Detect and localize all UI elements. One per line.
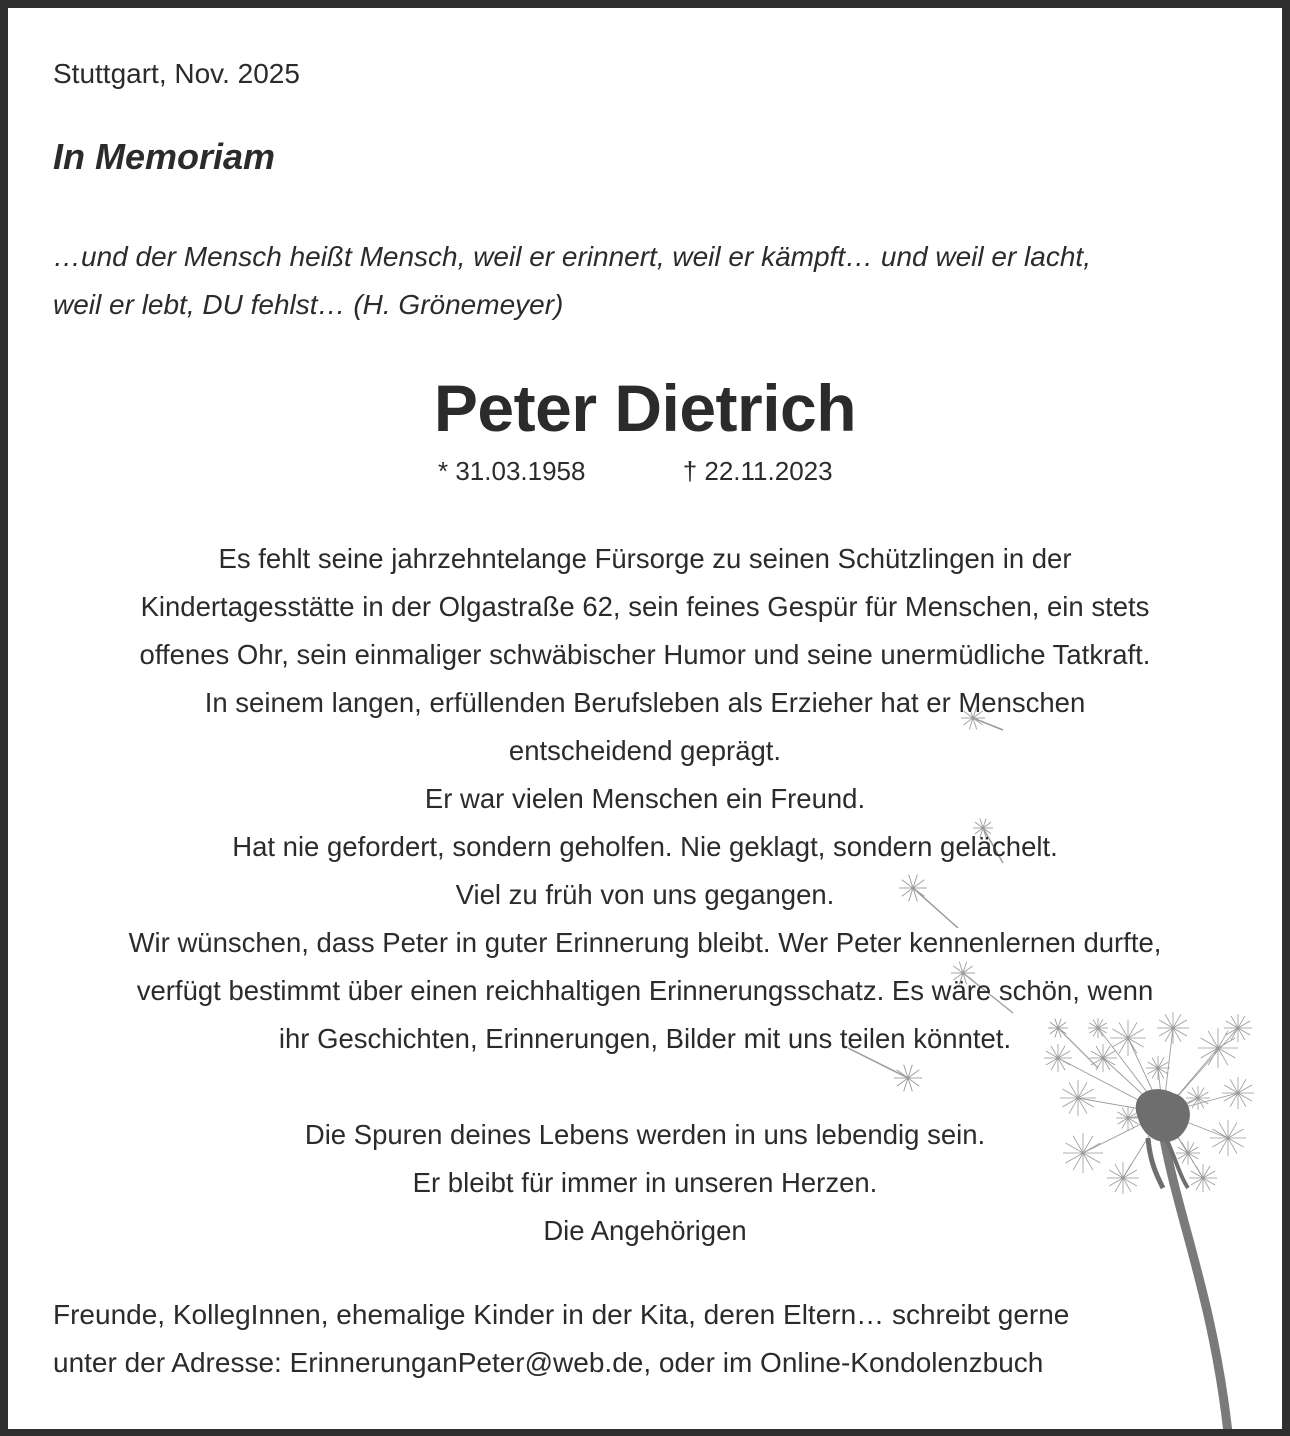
heading-in-memoriam: In Memoriam xyxy=(53,136,276,177)
text-line: Kindertagesstätte in der Olgastraße 62, sein feines Gespür für Menschen, ein stets xyxy=(140,591,1150,622)
life-dates xyxy=(438,456,833,487)
quote-line: …und der Mensch heißt Mensch, weil er erinnert, weil er kämpft… und weil er lacht, xyxy=(53,241,1091,272)
quote xyxy=(53,233,1233,329)
contact-line: Freunde, KollegInnen, ehemalige Kinder in der Kita, deren Eltern… schreibt gerne xyxy=(53,1299,1070,1330)
text-line: Er war vielen Menschen ein Freund. xyxy=(424,783,866,814)
obituary-text xyxy=(48,535,1242,1063)
text-line: Viel zu früh von uns gegangen. xyxy=(455,879,835,910)
text-line: entscheidend geprägt. xyxy=(508,735,782,766)
closing-text xyxy=(48,1111,1242,1255)
text-line: Es fehlt seine jahrzehntelange Fürsorge zu seinen Schützlingen in der xyxy=(218,543,1072,574)
text-line: Wir wünschen, dass Peter in guter Erinnerung bleibt. Wer Peter kennenlernen durfte, xyxy=(128,927,1162,958)
deceased-name: Peter Dietrich xyxy=(433,371,857,445)
text-line: verfügt bestimmt über einen reichhaltigen Erinnerungsschatz. Es wäre schön, wenn xyxy=(136,975,1154,1006)
text-line: ihr Geschichten, Erinnerungen, Bilder mit uns teilen könntet. xyxy=(278,1023,1012,1054)
birth-date: * 31.03.1958 xyxy=(438,456,586,486)
text-line: offenes Ohr, sein einmaliger schwäbischer Humor und seine unermüdliche Tatkraft. xyxy=(139,639,1151,670)
contact-line: unter der Adresse: ErinnerunganPeter@web.de, oder im Online-Kondolenzbuch xyxy=(53,1347,1044,1378)
dateline: Stuttgart, Nov. 2025 xyxy=(53,58,300,89)
text-line: Hat nie gefordert, sondern geholfen. Nie geklagt, sondern gelächelt. xyxy=(232,831,1058,862)
closing-line: Die Spuren deines Lebens werden in uns lebendig sein. xyxy=(304,1119,986,1150)
quote-line: weil er lebt, DU fehlst… (H. Grönemeyer) xyxy=(53,289,564,320)
text-line: In seinem langen, erfüllenden Berufsleben als Erzieher hat er Menschen xyxy=(204,687,1086,718)
death-date: † 22.11.2023 xyxy=(682,456,833,486)
signature-line: Die Angehörigen xyxy=(543,1215,747,1246)
closing-line: Er bleibt für immer in unseren Herzen. xyxy=(412,1167,878,1198)
contact-note xyxy=(53,1291,1203,1387)
